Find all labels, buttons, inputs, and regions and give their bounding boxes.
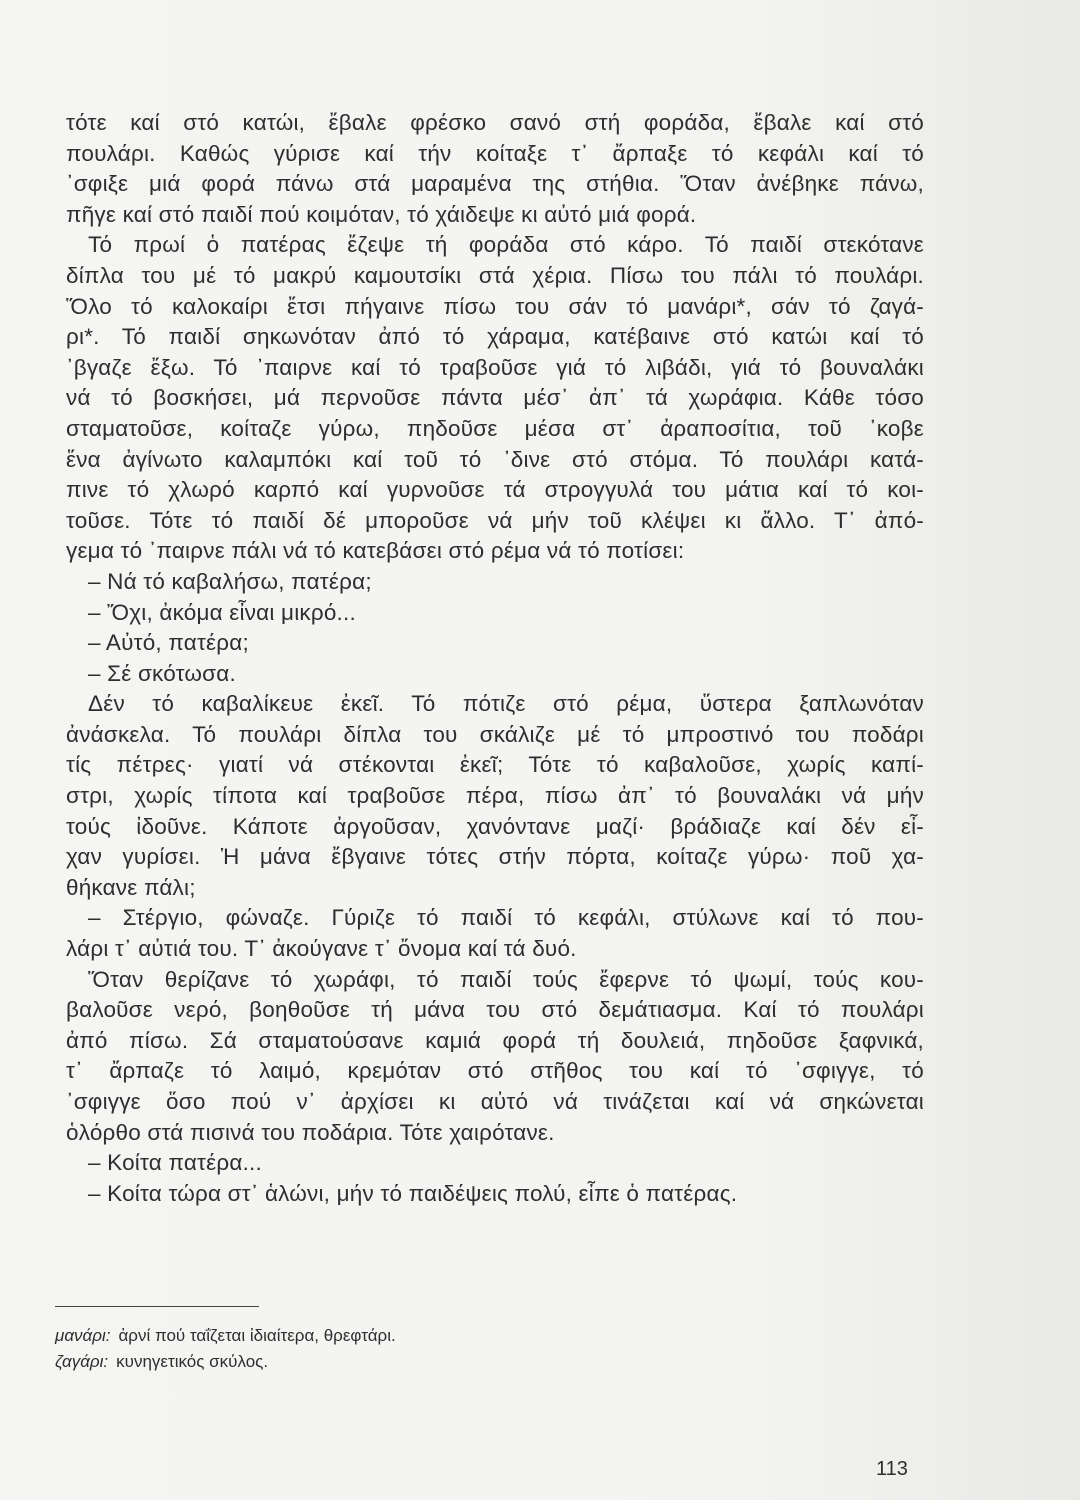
footnote-definition: κυνηγετικός σκύλος. — [116, 1352, 269, 1371]
footnote-term: ζαγάρι: — [55, 1352, 109, 1371]
text-line: – Στέργιο, φώναζε. Γύριζε τό παιδί τό κεφάλι, στύλωνε καί τό που- — [88, 905, 924, 931]
text-line: ἀνάσκελα. Τό πουλάρι δίπλα του σκάλιζε μέ τό μπροστινό του ποδάρι — [66, 721, 924, 747]
text-line: χαν γυρίσει. Ἡ μάνα ἔβγαινε τότες στήν πόρτα, κοίταζε γύρω· ποῦ χα- — [66, 844, 924, 870]
body-text — [66, 108, 924, 1209]
footnote-definition: ἀρνί πού ταΐζεται ἰδιαίτερα, θρεφτάρι. — [118, 1326, 396, 1345]
text-line: ρι*. Τό παιδί σηκωνόταν ἀπό τό χάραμα, κατέβαινε στό κατώι καί τό — [66, 324, 924, 350]
text-line: τότε καί στό κατώι, ἔβαλε φρέσκο σανό στή φοράδα, ἔβαλε καί στό — [66, 110, 924, 135]
text-line: – Ὄχι, ἀκόμα εἶναι μικρό... — [88, 599, 356, 625]
text-line: ᾽σφιγγε ὅσο πού ν᾽ ἀρχίσει κι αὐτό νά τινάζεται καί νά σηκώνεται — [66, 1089, 924, 1114]
text-line: Ὅταν θερίζανε τό χωράφι, τό παιδί τούς ἔφερνε τό ψωμί, τούς κου- — [88, 966, 924, 992]
text-line: ἕνα ἀγίνωτο καλαμπόκι καί τοῦ τό ᾽δινε στό στόμα. Τό πουλάρι κατά- — [66, 446, 924, 472]
footnote-zagari — [55, 1351, 268, 1373]
text-line: τοῦσε. Τότε τό παιδί δέ μποροῦσε νά μήν τοῦ κλέψει κι ἄλλο. Τ᾽ ἀπό- — [66, 507, 924, 533]
footnote-term: μανάρι: — [55, 1326, 111, 1345]
text-line: – Κοίτα τώρα στ᾽ ἁλώνι, μήν τό παιδέψεις πολύ, εἶπε ὁ πατέρας. — [88, 1180, 738, 1206]
text-line: Τό πρωί ὁ πατέρας ἔζεψε τή φοράδα στό κάρο. Τό παιδί στεκότανε — [88, 232, 924, 258]
text-line: ᾽βγαζε ἔξω. Τό ᾽παιρνε καί τό τραβοῦσε γιά τό λιβάδι, γιά τό βουναλάκι — [66, 354, 924, 380]
text-line: πινε τό χλωρό καρπό καί γυρνοῦσε τά στρογγυλά του μάτια καί τό κοι- — [66, 477, 924, 503]
text-line: ἀπό πίσω. Σά σταματούσανε καμιά φορά τή δουλειά, πηδοῦσε ξαφνικά, — [66, 1027, 924, 1053]
text-line: πῆγε καί στό παιδί πού κοιμόταν, τό χάιδεψε κι αὐτό μιά φορά. — [66, 201, 697, 227]
text-line: τούς ἰδοῦνε. Κάποτε ἀργοῦσαν, χανόντανε μαζί· βράδιαζε καί δέν εἶ- — [66, 813, 924, 839]
text-line: – Αὐτό, πατέρα; — [88, 630, 249, 656]
text-line: ὁλόρθο στά πισινά του ποδάρια. Τότε χαιρότανε. — [66, 1119, 555, 1145]
text-line: – Νά τό καβαλήσω, πατέρα; — [88, 568, 372, 594]
text-line: δίπλα του μέ τό μακρύ καμουτσίκι στά χέρια. Πίσω του πάλι τό πουλάρι. — [66, 262, 924, 288]
text-line: – Σέ σκότωσα. — [88, 660, 236, 686]
text-line: βαλοῦσε νερό, βοηθοῦσε τή μάνα του στό δεμάτιασμα. Καί τό πουλάρι — [66, 997, 924, 1023]
text-line: γεμα τό ᾽παιρνε πάλι νά τό κατεβάσει στό ρέμα νά τό ποτίσει: — [66, 538, 685, 564]
footnote-divider — [55, 1306, 259, 1307]
text-line: θήκανε πάλι; — [66, 874, 196, 900]
text-line: νά τό βοσκήσει, μά περνοῦσε πάντα μέσ᾽ ἀπ᾽ τά χωράφια. Κάθε τόσο — [66, 385, 924, 411]
text-line: στρι, χωρίς τίποτα καί τραβοῦσε πέρα, πίσω ἀπ᾽ τό βουναλάκι νά μήν — [66, 783, 924, 809]
text-line: Δέν τό καβαλίκευε ἐκεῖ. Τό πότιζε στό ρέμα, ὕστερα ξαπλωνόταν — [88, 691, 924, 717]
text-line: πουλάρι. Καθώς γύρισε καί τήν κοίταξε τ᾽ ἄρπαξε τό κεφάλι καί τό — [66, 140, 924, 166]
text-line: Ὅλο τό καλοκαίρι ἔτσι πήγαινε πίσω του σάν τό μανάρι*, σάν τό ζαγά- — [66, 293, 924, 319]
text-line: τίς πέτρες· γιατί νά στέκονται ἐκεῖ; Τότε τό καβαλοῦσε, χωρίς καπί- — [66, 752, 924, 778]
text-line: λάρι τ᾽ αὐτιά του. Τ᾽ ἀκούγανε τ᾽ ὄνομα καί τά δυό. — [66, 936, 577, 962]
text-line: ᾽σφιξε μιά φορά πάνω στά μαραμένα της στήθια. Ὅταν ἀνέβηκε πάνω, — [66, 171, 924, 197]
text-line: – Κοίτα πατέρα... — [88, 1150, 262, 1176]
page-number: 113 — [876, 1458, 908, 1480]
text-line: σταματοῦσε, κοίταζε γύρω, πηδοῦσε μέσα στ᾽ ἀραποσίτια, τοῦ ᾽κοβε — [66, 415, 924, 441]
text-line: τ᾽ ἄρπαζε τό λαιμό, κρεμόταν στό στῆθος του καί τό ᾽σφιγγε, τό — [66, 1058, 924, 1084]
footnote-manari — [55, 1325, 396, 1347]
